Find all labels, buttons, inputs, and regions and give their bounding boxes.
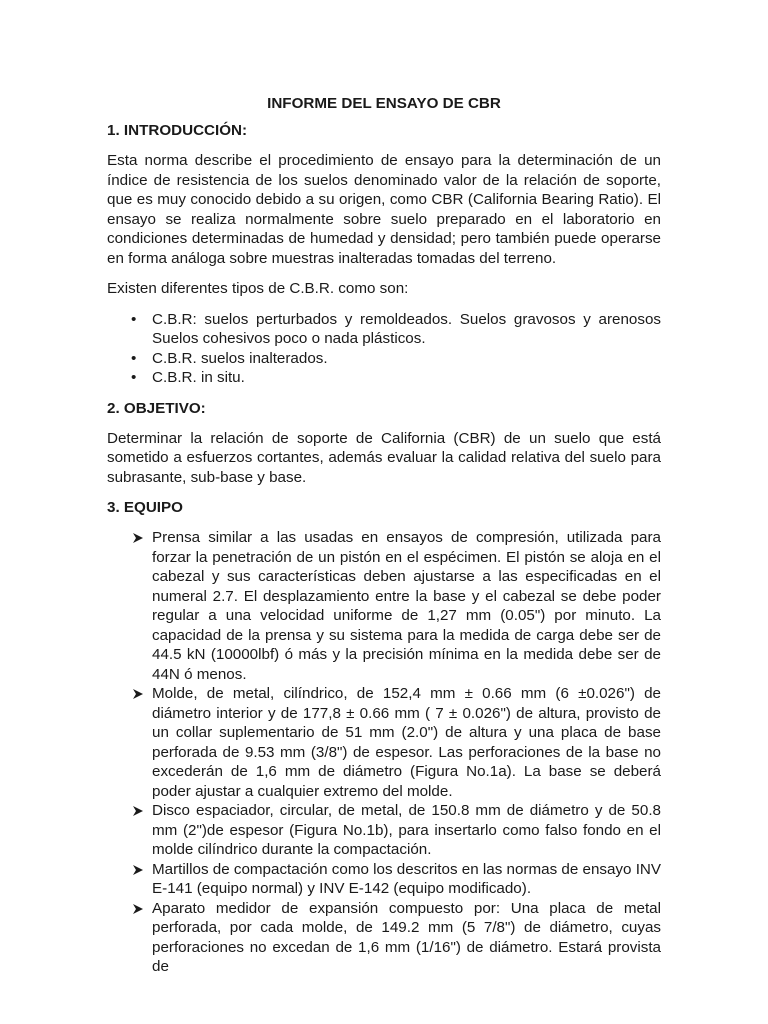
list-item-text: C.B.R. in situ. [152,369,245,386]
list-item-text: Disco espaciador, circular, de metal, de 150.8 mm de diámetro y de 50.8 mm (2")de espesor (Figura No.1b), para insertarlo como falso fondo en el molde cilíndrico durante la compactación. [152,802,661,858]
list-item [107,684,661,801]
list-item [107,860,661,899]
list-item-text: Molde, de metal, cilíndrico, de 152,4 mm ± 0.66 mm (6 ±0.026") de diámetro interior y de 177,8 ± 0.66 mm ( 7 ± 0.026") de altura, provisto de un collar suplementario de 51 mm (2.0") de altura y una placa de base perforada de 9.53 mm (3/8") de espesor. Las perforaciones de la base no excederán de 1,6 mm de diámetro (Figura No.1a). La base se deberá poder ajustar a cualquier extremo del molde. [152,685,661,800]
section-heading-equipo: 3. EQUIPO [107,499,183,516]
equipment-list [107,528,661,977]
arrowhead-bullet-icon [132,688,144,700]
arrowhead-bullet-icon [132,532,144,544]
cbr-types-list [107,310,661,388]
bullet-icon: • [131,310,137,328]
arrowhead-bullet-icon [132,805,144,817]
arrowhead-bullet-icon [132,903,144,915]
list-item [107,310,661,349]
section-heading-introduccion: 1. INTRODUCCIÓN: [107,122,248,139]
objective-paragraph: Determinar la relación de soporte de California (CBR) de un suelo que está sometido a esfuerzos cortantes, además evaluar la calidad relativa del suelo para subrasante, sub-base y base. [107,429,661,486]
document-title: INFORME DEL ENSAYO DE CBR [267,95,501,112]
list-item-text: C.B.R. suelos inalterados. [152,349,328,367]
list-item-text: Martillos de compactación como los descritos en las normas de ensayo INV E-141 (equipo normal) y INV E-142 (equipo modificado). [152,860,662,897]
list-item [107,899,661,977]
list-item [107,801,661,860]
list-item-text: Aparato medidor de expansión compuesto por: Una placa de metal perforada, por cada molde, de 149.2 mm (5 7/8") de diámetro, cuyas perforaciones no excedan de 1,6 mm (1/16") de diámetro. Estará provista de [152,899,661,975]
cbr-types-intro: Existen diferentes tipos de C.B.R. como son: [107,280,409,297]
list-item-text: C.B.R: suelos perturbados y remoldeados. Suelos gravosos y arenosos Suelos cohesivos poco o nada plásticos. [152,310,661,347]
arrowhead-bullet-icon [132,864,144,876]
section-heading-objetivo: 2. OBJETIVO: [107,399,206,417]
list-item [107,528,661,684]
intro-paragraph: Esta norma describe el procedimiento de ensayo para la determinación de un índice de resistencia de los suelos denominado valor de la relación de soporte, que es muy conocido debido a su origen, como CBR (California Bearing Ratio). El ensayo se realiza normalmente sobre suelo preparado en el laboratorio en condiciones determinadas de humedad y densidad; pero también puede operarse en forma análoga sobre muestras inalteradas tomadas del terreno. [107,152,661,267]
list-item [107,368,661,388]
bullet-icon: • [131,369,137,386]
list-item [107,349,661,369]
bullet-icon: • [131,349,137,367]
list-item-text: Prensa similar a las usadas en ensayos de compresión, utilizada para forzar la penetración de un pistón en el espécimen. El pistón se aloja en el cabezal y sus características deben ajustarse a las especificadas en el numeral 2.7. El desplazamiento entre la base y el cabezal se debe poder regular a una velocidad uniforme de 1,27 mm (0.05") por minuto. La capacidad de la prensa y su sistema para la medida de carga debe ser de 44.5 kN (10000lbf) ó más y la precisión mínima en la medida debe ser de 44N ó menos. [152,529,661,683]
